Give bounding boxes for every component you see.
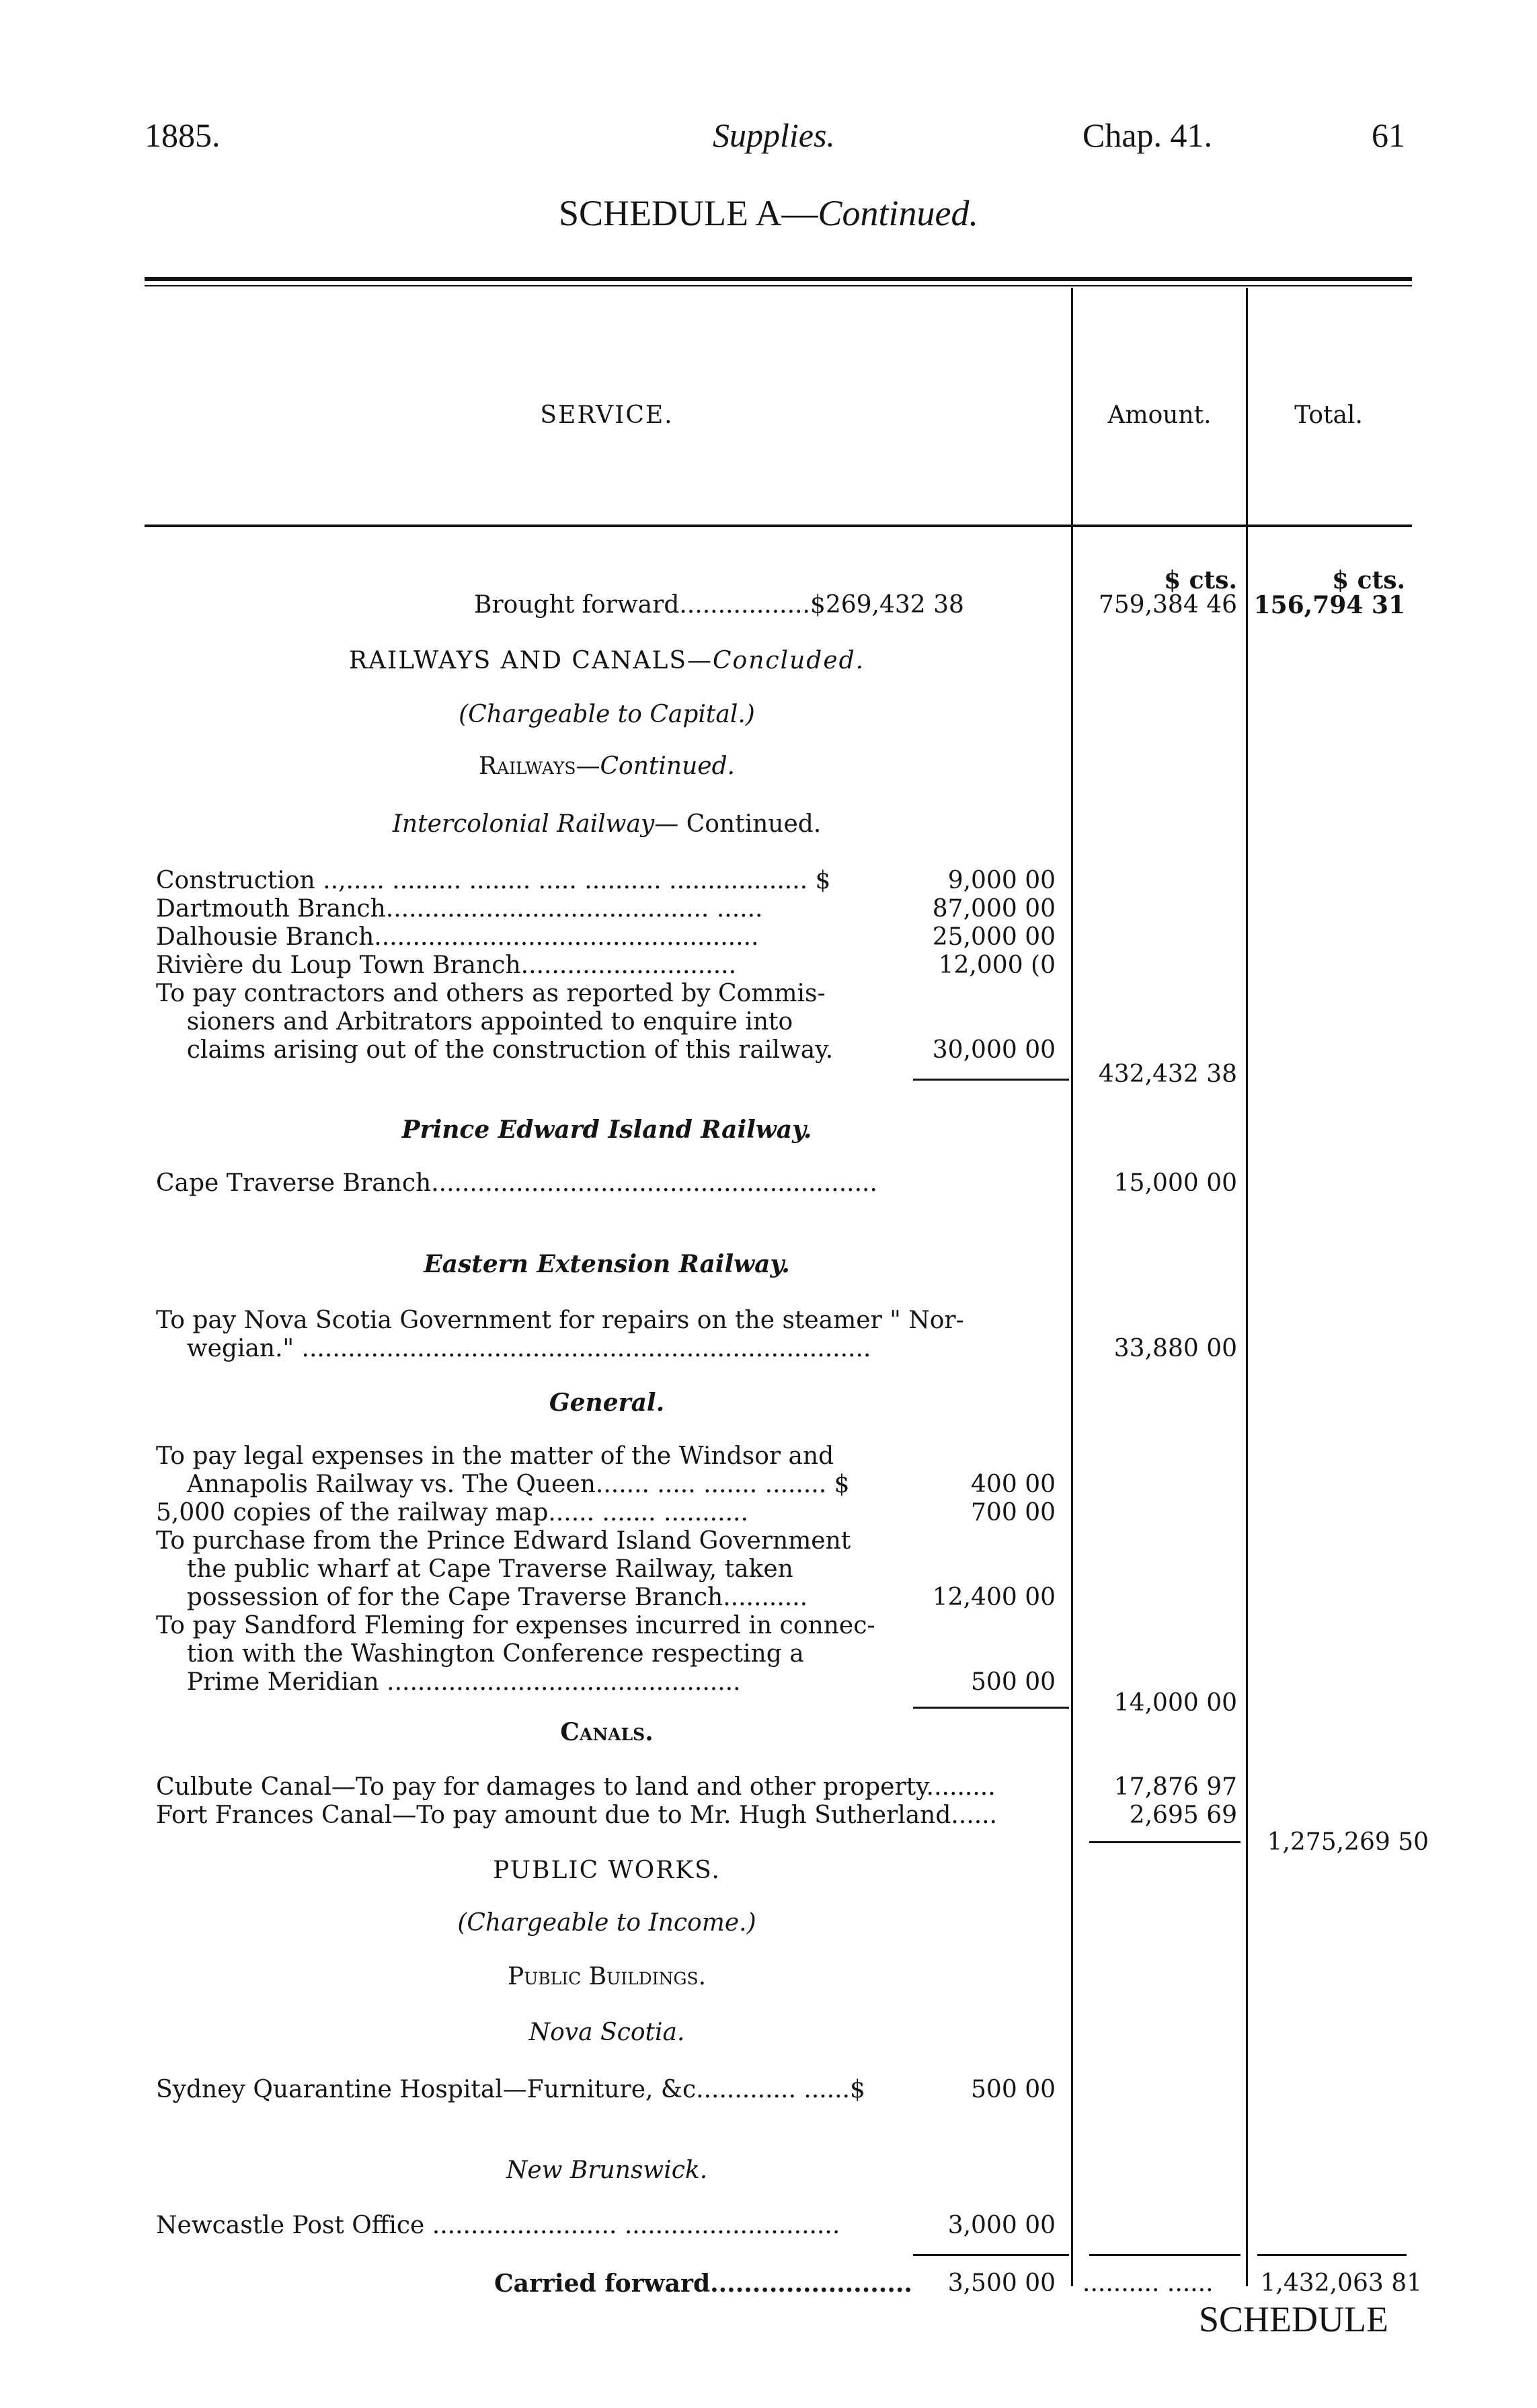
schedule-title [0,195,1537,231]
railways-canals-heading-text: RAILWAYS AND CANALS— [348,647,713,674]
general-item-label: 5,000 copies of the railway map...... ....... ........... [156,1499,748,1526]
schedule-title-suffix: Continued. [818,193,978,233]
general-item-label: To purchase from the Prince Edward Island Government [156,1527,851,1555]
railways-subheading [145,754,1069,779]
intercolonial-heading-text: Intercolonial Railway— [392,810,679,838]
intercolonial-item-label: Dartmouth Branch.......................................... ...... [156,895,763,923]
carried-forward-value: 3,500 00 [947,2269,1056,2297]
new-brunswick-item-value: 3,000 00 [947,2212,1056,2239]
general-heading: General. [549,1389,665,1417]
eastern-extension-heading: Eastern Extension Railway. [424,1250,790,1278]
canals-heading: Canals. [560,1718,654,1746]
general-item-label: To pay legal expenses in the matter of the Windsor and [156,1442,834,1470]
general-item-value: 400 00 [971,1471,1056,1498]
general-item-label: tion with the Washington Conference respecting a [156,1640,804,1668]
general-item-value: 700 00 [971,1499,1056,1526]
amount-column-header: Amount. [1107,401,1212,429]
new-brunswick-heading: New Brunswick. [506,2157,708,2184]
carried-forward-rule [913,2254,1069,2256]
intercolonial-item-value: 87,000 00 [932,895,1056,923]
service-column-header: SERVICE. [540,401,674,429]
intercolonial-item-label: sioners and Arbitrators appointed to enquire into [156,1008,793,1036]
nova-scotia-item-value: 500 00 [971,2076,1056,2103]
eastern-item-line: To pay Nova Scotia Government for repairs on the steamer " Nor- [156,1307,964,1334]
carried-forward-total-rule [1257,2254,1407,2256]
intercolonial-item-label: Dalhousie Branch.................................................. [156,923,759,951]
nova-scotia-item-label: Sydney Quarantine Hospital—Furniture, &c............. ......$ [156,2076,865,2103]
carried-forward-amount: .......... ...... [1082,2269,1214,2297]
intercolonial-item-value: 30,000 00 [932,1036,1056,1064]
amount-currency-head: $ cts. [1164,566,1237,594]
total-currency-head: $ cts. [1332,566,1405,594]
intercolonial-item-label: Rivière du Loup Town Branch............................ [156,951,737,979]
chargeable-to-income: (Chargeable to Income.) [457,1909,756,1937]
carried-forward-label: Carried forward........................ [494,2269,912,2298]
intercolonial-item-label: To pay contractors and others as reported by Commis- [156,980,826,1007]
intercolonial-item-value: 9,000 00 [947,867,1056,894]
header-rule [145,525,1412,527]
canal-item-amount: 17,876 97 [1113,1773,1237,1801]
railways-subheading-suffix: Continued. [600,752,736,780]
total-column-divider [1246,288,1248,2286]
amount-column-divider [1071,288,1073,2286]
total-column-header: Total. [1294,401,1363,429]
general-item-value: 500 00 [971,1668,1056,1696]
brought-forward-total: 156,794 31 [1253,591,1405,619]
eastern-item-line: wegian." .......................................................................... [156,1335,871,1362]
railways-canals-heading [145,649,1069,673]
general-item-label: possession of for the Cape Traverse Branch........... [156,1584,808,1611]
intercolonial-item-label: claims arising out of the construction of this railway. [156,1036,834,1064]
new-brunswick-item-label: Newcastle Post Office ........................ ............................ [156,2212,840,2239]
intercolonial-item-value: 12,000 (0 [938,951,1056,979]
brought-forward-amount: 759,384 46 [1098,591,1237,619]
chargeable-to-capital: (Chargeable to Capital.) [459,701,755,728]
page-year: 1885. [145,116,221,154]
page-number: 61 [1372,116,1405,154]
general-subtotal-rule [913,1707,1069,1709]
chapter-number: Chap. 41. [1082,116,1213,154]
catchword: SCHEDULE [1199,2299,1388,2339]
intercolonial-item-value: 25,000 00 [932,923,1056,951]
pei-railway-heading: Prince Edward Island Railway. [401,1116,812,1144]
railways-subheading-text: Railways— [478,752,600,780]
railways-canals-heading-suffix: Concluded. [713,647,865,674]
general-item-label: Annapolis Railway vs. The Queen....... ..... ....... ........ $ [156,1471,850,1498]
top-rule-thin [145,285,1412,286]
carried-forward-total: 1,432,063 81 [1260,2269,1422,2297]
nova-scotia-heading: Nova Scotia. [528,2019,685,2046]
general-item-value: 12,400 00 [932,1584,1056,1611]
intercolonial-item-label: Construction ..,..... ......... ........ ..... .......... .................. $ [156,867,831,894]
general-item-label: To pay Sandford Fleming for expenses incurred in connec- [156,1612,875,1639]
canal-item-label: Culbute Canal—To pay for damages to land and other property......... [156,1773,996,1801]
intercolonial-subtotal-rule [913,1079,1069,1081]
running-title: Supplies. [713,116,835,154]
general-total: 14,000 00 [1113,1689,1237,1717]
intercolonial-total: 432,432 38 [1098,1060,1237,1088]
canals-subtotal-rule [1089,1841,1240,1843]
intercolonial-heading-suffix: Continued. [678,810,822,838]
public-works-heading: PUBLIC WORKS. [493,1857,721,1884]
canal-item-amount: 2,695 69 [1129,1801,1237,1829]
general-item-label: the public wharf at Cape Traverse Railway, taken [156,1555,793,1583]
top-rule-thick [145,277,1412,281]
pei-item-label: Cape Traverse Branch.......................................................... [156,1169,877,1197]
intercolonial-heading [145,812,1069,837]
eastern-item-amount: 33,880 00 [1113,1335,1237,1362]
public-buildings-heading: Public Buildings. [507,1963,707,1990]
railways-canals-total: 1,275,269 50 [1267,1828,1429,1856]
schedule-title-main: SCHEDULE A— [558,193,818,233]
carried-forward-amount-rule [1089,2254,1240,2256]
brought-forward-label: Brought forward.................$269,432 38 [474,591,964,619]
general-item-label: Prime Meridian .............................................. [156,1668,741,1696]
canal-item-label: Fort Frances Canal—To pay amount due to Mr. Hugh Sutherland...... [156,1801,998,1829]
pei-item-amount: 15,000 00 [1113,1169,1237,1197]
